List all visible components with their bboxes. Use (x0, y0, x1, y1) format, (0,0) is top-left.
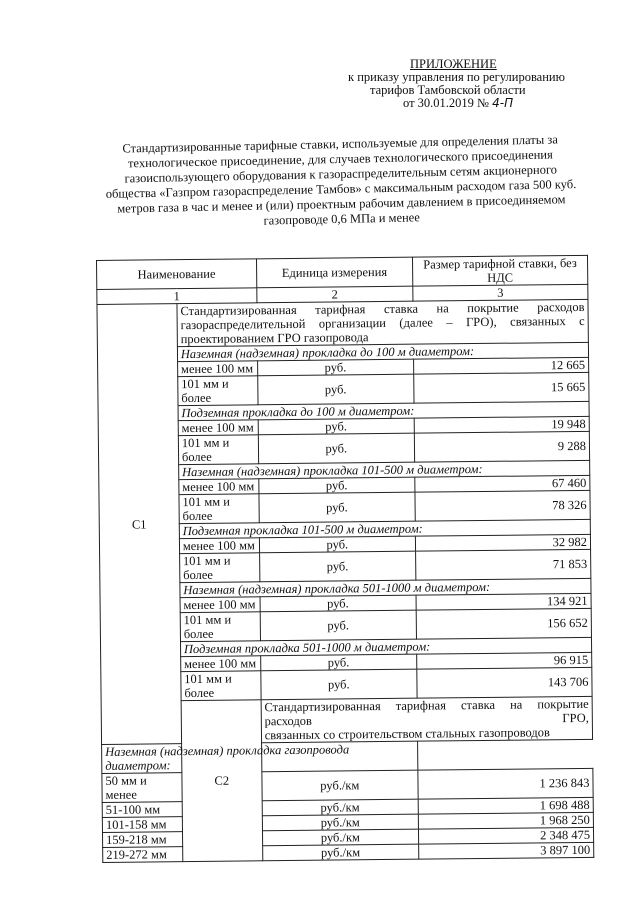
item-name: 101 мм и более (179, 494, 259, 524)
item-name: 101 мм и более (180, 612, 260, 642)
document-title: Стандартизированные тарифные ставки, используемые для определения платы за технологическое присоединение, для случаев технологического присоединения газоиспользующего оборудования к газораспределительным сетям акционерного общества «Газпром газораспределение Тамбов» с максимальным расходом газа 500 куб. метров газа в час и менее и (или) проектным рабочим давлением в присоединяемом газопроводе 0,6 МПа и менее (105, 132, 577, 228)
item-value: 1 968 250 (418, 812, 593, 829)
group-title: Подземная прокладка 501-1000 м диаметром: (180, 637, 591, 656)
item-unit: руб. (257, 359, 413, 376)
table-row (97, 299, 588, 347)
item-value: 96 915 (417, 652, 592, 669)
item-name: менее 100 мм (181, 656, 261, 672)
authority-line: тарифов Тамбовской области (370, 83, 526, 97)
appendix-label: ПРИЛОЖЕНИЕ (410, 57, 497, 71)
item-unit: руб. (257, 374, 413, 405)
item-unit: руб. (260, 595, 416, 612)
header-rate: Размер тарифной ставки, без НДС (412, 255, 587, 286)
group-title: Подземная прокладка до 100 м диаметром: (178, 401, 589, 420)
tariff-table (96, 255, 594, 863)
rate-description-text: Стандартизированная тарифная ставка на покрытие расходов ГРО, (264, 696, 589, 729)
item-name: менее 100 мм (179, 479, 259, 495)
item-name: 50 мм и менее (102, 773, 182, 803)
item-value: 2 348 475 (418, 827, 593, 844)
item-value: 15 665 (414, 372, 589, 403)
item-unit: руб./км (262, 770, 418, 801)
column-number: 2 (257, 286, 413, 303)
item-name: 101 мм и более (181, 671, 261, 701)
item-value: 9 288 (414, 431, 589, 462)
item-value: 78 326 (415, 490, 590, 521)
item-value: 143 706 (417, 667, 592, 698)
item-unit: руб. (260, 610, 416, 641)
header-unit: Единица измерения (256, 257, 412, 288)
rate-description (261, 696, 593, 742)
item-value: 32 982 (415, 534, 590, 551)
rate-code: С1 (97, 304, 181, 745)
column-number: 1 (97, 288, 257, 305)
item-unit: руб. (259, 492, 415, 523)
item-unit: руб./км (262, 829, 418, 846)
group-title: Наземная (надземная) прокладка 101-500 м диаметром: (179, 460, 590, 479)
group-title: Подземная прокладка 101-500 м диаметром: (179, 519, 590, 538)
item-value: 1 698 488 (418, 797, 593, 814)
item-name: менее 100 мм (179, 538, 259, 554)
item-unit: руб. (261, 669, 417, 700)
item-name: 219-272 мм (103, 847, 183, 863)
item-unit: руб. (259, 477, 415, 494)
item-name: 159-218 мм (102, 832, 182, 848)
rate-description-text: Стандартизированная тарифная ставка на покрытие расходов газораспределительной организации (далее – ГРО), связанных с (180, 299, 585, 333)
item-unit: руб./км (262, 799, 418, 816)
item-name: 101 мм и более (178, 376, 258, 406)
group-title: Наземная (надземная) прокладка 501-1000 м диаметром: (180, 578, 591, 597)
item-unit: руб. (258, 418, 414, 435)
order-date-line (340, 97, 600, 110)
item-unit: руб. (260, 654, 416, 671)
rate-description (177, 299, 589, 346)
order-number: 4-П (492, 96, 514, 110)
item-name: менее 100 мм (177, 361, 257, 377)
item-name: 101-158 мм (102, 817, 182, 833)
column-number: 3 (413, 284, 588, 301)
item-name: 101 мм и более (179, 553, 259, 583)
rate-description-end: проектированием ГРО газопровода (180, 330, 369, 347)
rate-description-end: связанных со строительством стальных газопроводов (264, 725, 550, 743)
group-title: Наземная (надземная) прокладка до 100 м диаметром: (177, 342, 588, 361)
item-value: 3 897 100 (419, 842, 594, 859)
item-unit: руб. (259, 536, 415, 553)
item-unit: руб./км (262, 814, 418, 831)
group-title: Наземная (надземная) прокладка газопровода диаметром: (102, 741, 418, 773)
item-value: 134 921 (416, 593, 591, 610)
item-name: 51-100 мм (102, 802, 182, 818)
item-value: 156 652 (416, 608, 591, 639)
rate-code: С2 (181, 700, 263, 862)
item-value: 1 236 843 (418, 768, 593, 799)
item-unit: руб. (259, 551, 415, 582)
appendix-header (340, 58, 600, 110)
order-date: от 30.01.2019 № (403, 96, 489, 110)
item-name: менее 100 мм (180, 597, 260, 613)
item-name: менее 100 мм (178, 420, 258, 436)
item-value: 67 460 (415, 475, 590, 492)
item-value: 19 948 (414, 416, 589, 433)
item-value: 12 665 (413, 357, 588, 374)
order-line: к приказу управления по регулированию (348, 70, 565, 84)
header-name: Наименование (97, 259, 257, 290)
item-unit: руб. (258, 433, 414, 464)
item-value: 71 853 (415, 549, 590, 580)
item-name: 101 мм и более (178, 435, 258, 465)
item-unit: руб./км (262, 844, 418, 861)
